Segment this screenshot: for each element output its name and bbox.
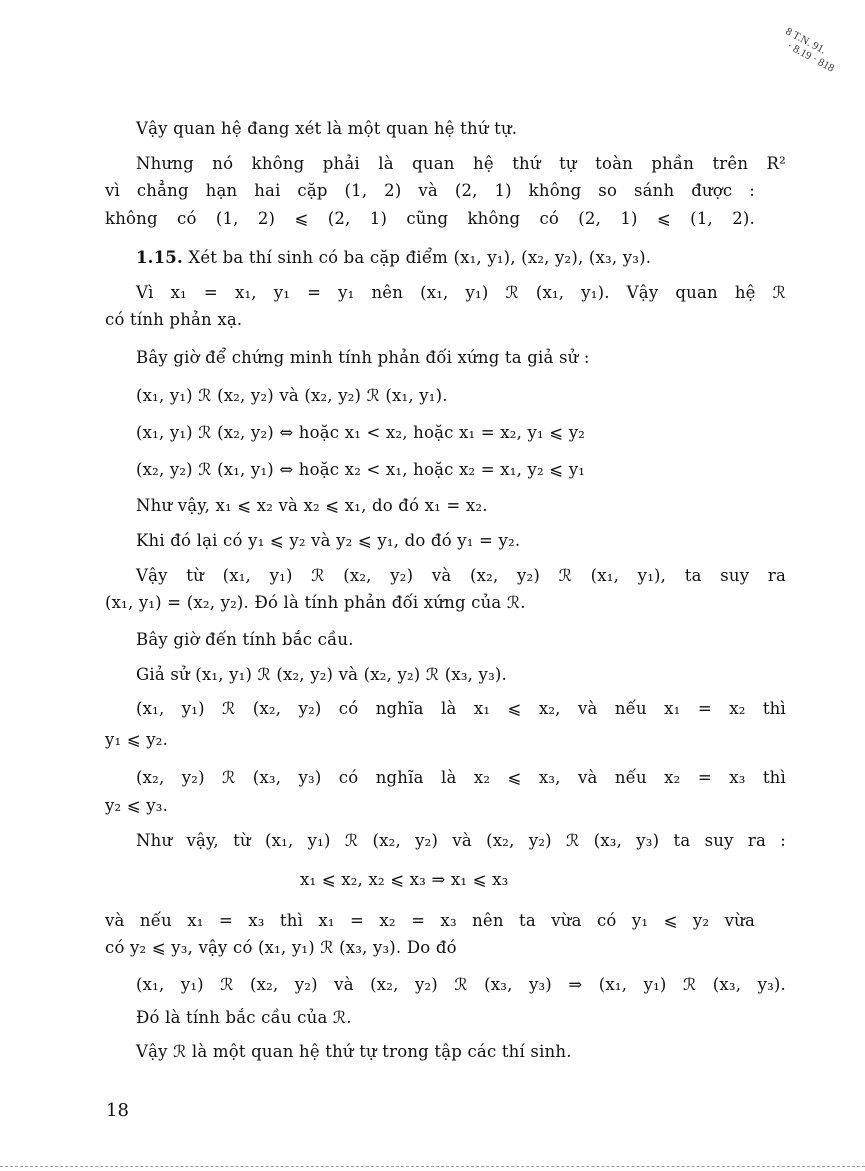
text-line-24: và nếu x₁ = x₃ thì x₁ = x₂ = x₃ nên ta vừa có y₁ ⩽ y₂ vừa: [105, 911, 755, 930]
text-line-26: (x₁, y₁) ℛ (x₂, y₂) và (x₂, y₂) ℛ (x₃, y₃) ⇒ (x₁, y₁) ℛ (x₃, y₃).: [136, 975, 786, 994]
text-line-25: có y₂ ⩽ y₃, vậy có (x₁, y₁) ℛ (x₃, y₃). Do đó: [105, 938, 457, 957]
text-line-16: Bây giờ đến tính bắc cầu.: [136, 630, 354, 649]
text-line-17: Giả sử (x₁, y₁) ℛ (x₂, y₂) và (x₂, y₂) ℛ (x₃, y₃).: [136, 665, 507, 684]
text-line-11: (x₂, y₂) ℛ (x₁, y₁) ⇔ hoặc x₂ < x₁, hoặc x₂ = x₁, y₂ ⩽ y₁: [136, 460, 586, 479]
text-line-10: (x₁, y₁) ℛ (x₂, y₂) ⇔ hoặc x₁ < x₂, hoặc x₁ = x₂, y₁ ⩽ y₂: [136, 423, 586, 442]
text-line-27: Đó là tính bắc cầu của ℛ.: [136, 1008, 352, 1027]
text-line-18: (x₁, y₁) ℛ (x₂, y₂) có nghĩa là x₁ ⩽ x₂, và nếu x₁ = x₂ thì: [136, 699, 786, 718]
text-line-23: x₁ ⩽ x₂, x₂ ⩽ x₃ ⇒ x₁ ⩽ x₃: [300, 870, 509, 889]
text-line-3: vì chẳng hạn hai cặp (1, 2) và (2, 1) không so sánh được :: [105, 181, 755, 200]
text-line-28: Vậy ℛ là một quan hệ thứ tự trong tập các thí sinh.: [136, 1042, 572, 1061]
text-line-9: (x₁, y₁) ℛ (x₂, y₂) và (x₂, y₂) ℛ (x₁, y₁).: [136, 386, 448, 405]
text-line-1: Vậy quan hệ đang xét là một quan hệ thứ tự.: [136, 119, 518, 138]
text-line-7: có tính phản xạ.: [105, 310, 243, 329]
text-line-5: 1.15. Xét ba thí sinh có ba cặp điểm (x₁, y₁), (x₂, y₂), (x₃, y₃).: [136, 248, 652, 267]
text-line-4: không có (1, 2) ⩽ (2, 1) cũng không có (2, 1) ⩽ (1, 2).: [105, 209, 755, 228]
text-line-14: Vậy từ (x₁, y₁) ℛ (x₂, y₂) và (x₂, y₂) ℛ (x₁, y₁), ta suy ra: [136, 566, 786, 585]
text-line-21: y₂ ⩽ y₃.: [105, 796, 169, 815]
text-line-8: Bây giờ để chứng minh tính phản đối xứng ta giả sử :: [136, 348, 590, 367]
text-line-19: y₁ ⩽ y₂.: [105, 730, 169, 749]
text-line-22: Như vậy, từ (x₁, y₁) ℛ (x₂, y₂) và (x₂, y₂) ℛ (x₃, y₃) ta suy ra :: [136, 831, 786, 850]
text-line-6: Vì x₁ = x₁, y₁ = y₁ nên (x₁, y₁) ℛ (x₁, y₁). Vậy quan hệ ℛ: [136, 283, 786, 302]
text-line-15: (x₁, y₁) = (x₂, y₂). Đó là tính phản đối xứng của ℛ.: [105, 593, 526, 612]
text-line-13: Khi đó lại có y₁ ⩽ y₂ và y₂ ⩽ y₁, do đó y₁ = y₂.: [136, 531, 521, 550]
text-line-20: (x₂, y₂) ℛ (x₃, y₃) có nghĩa là x₂ ⩽ x₃, và nếu x₂ = x₃ thì: [136, 768, 786, 787]
text-line-12: Như vậy, x₁ ⩽ x₂ và x₂ ⩽ x₁, do đó x₁ = x₂.: [136, 496, 488, 515]
library-stamp: 8 T.N. 91. · 8.19 · 818: [777, 25, 837, 75]
page-bottom-edge: [0, 1166, 865, 1168]
page-number: 18: [106, 1100, 129, 1121]
text-line-2: Nhưng nó không phải là quan hệ thứ tự toàn phần trên R²: [136, 154, 786, 173]
